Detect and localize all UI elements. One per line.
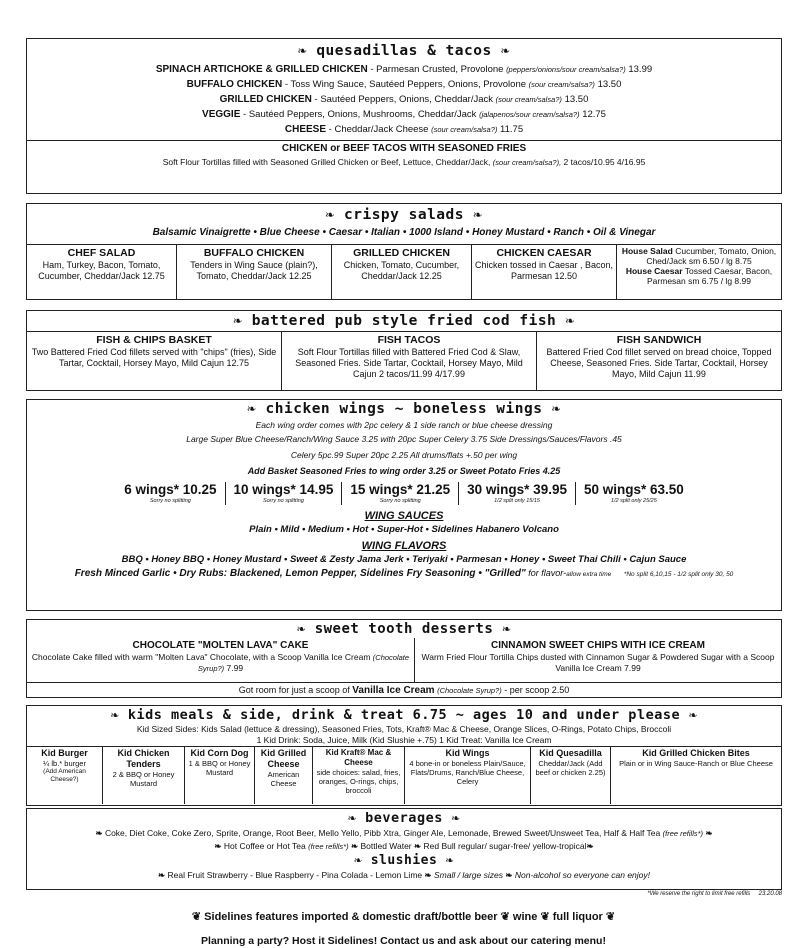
salad-item: CHEF SALAD Ham, Turkey, Bacon, Tomato, Cucumber, Cheddar/Jack 12.75 <box>27 245 177 299</box>
ornament-icon: ❧ <box>586 841 594 851</box>
ornament-icon: ❧ <box>424 870 432 880</box>
fish-grid <box>27 331 781 390</box>
menu-item: SPINACH ARTICHOKE & GRILLED CHICKEN - Parmesan Crusted, Provolone (peppers/onions/sour cream/salsa?) 13.99 <box>155 64 653 75</box>
ornament-icon: ❦ <box>540 911 550 923</box>
kids-grid <box>27 746 781 804</box>
ornament-icon: ❦ <box>500 911 510 923</box>
desserts-section <box>26 619 782 698</box>
ornament-icon: ❧ <box>325 207 335 223</box>
ornament-icon: ❧ <box>350 841 359 851</box>
ornament-icon: ❧ <box>214 841 222 851</box>
kid-item: Kid Grilled Cheese American Cheese <box>255 747 313 804</box>
quesadillas-title: quesadillas & tacos <box>316 43 492 59</box>
salads-section <box>26 203 782 300</box>
wings-info-1: Each wing order comes with 2pc celery & 1 side ranch or blue cheese dressing <box>255 420 553 430</box>
hot-drinks: ❧ Hot Coffee or Hot Tea (free refills*) ❧ Bottled Water ❧ Red Bull regular/ sugar-free/ yellow-tropical❧ <box>214 841 594 851</box>
fish-item: FISH SANDWICH Battered Fried Cod fillet served on bread choice, Topped Cheese, Seasoned Fries. Side Tartar, Cocktail, Horsey Mayo, Mild Cajun 11.99 <box>546 334 772 379</box>
footer-line-2: Planning a party? Host it Sidelines! Contact us and ask about our catering menu! <box>201 935 606 947</box>
ornament-icon: ❧ <box>473 207 483 223</box>
fish-item: FISH & CHIPS BASKET Two Battered Fried Cod fillets served with "chips" (fries), Side Tartar, Cocktail, Horsey Mayo, Mild Cajun 12.75 <box>27 332 282 390</box>
salad-item: CHICKEN CAESAR Chicken tossed in Caesar , Bacon, Parmesan 12.50 <box>472 245 617 299</box>
kid-item: Kid Kraft® Mac & Cheese side choices: salad, fries, oranges, O-rings, chips, broccoli <box>313 747 405 804</box>
dessert-item: CINNAMON SWEET CHIPS WITH ICE CREAM Warm Fried Flour Tortilla Chips dusted with Cinnamon Sugar & Powdered Sugar with a Scoop Vanilla Ice Cream 7.99 <box>421 640 775 673</box>
quesadilla-list <box>27 62 781 137</box>
ornament-icon: ❧ <box>705 828 713 838</box>
ornament-icon: ❧ <box>445 853 454 868</box>
menu-item: GRILLED CHICKEN - Sautéed Peppers, Onions, Cheddar/Jack (sour cream/salsa?) 13.50 <box>219 94 589 105</box>
wing-size: 50 wings* 63.50 1/2 split only 25/25 <box>575 482 692 505</box>
dessert-item: CHOCOLATE "MOLTEN LAVA" CAKE Chocolate Cake filled with warm "Molten Lava" Chocolate, with a Scoop Vanilla Ice Cream (Chocolate Syrup?) 7.99 <box>27 638 415 682</box>
kid-item: Kid Chicken Tenders 2 & BBQ or Honey Mustard <box>103 747 185 804</box>
dressings-list: Balsamic Vinaigrette • Blue Cheese • Caesar • Italian • 1000 Island • Honey Mustard • Ranch • Oil & Vinegar <box>152 227 656 238</box>
wings-info-4: Add Basket Seasoned Fries to wing order 3.25 or Sweet Potato Fries 4.25 <box>247 466 561 476</box>
slushies-title: slushies <box>370 853 438 868</box>
kids-drinks: 1 Kid Drink: Soda, Juice, Milk (Kid Slushie +.75) 1 Kid Treat: Vanilla Ice Cream <box>256 735 552 745</box>
salad-item: GRILLED CHICKEN Chicken, Tomato, Cucumber, Cheddar/Jack 12.25 <box>332 245 472 299</box>
kid-item: Kid Corn Dog 1 & BBQ or Honey Mustard <box>185 747 255 804</box>
wing-size: 6 wings* 10.25 Sorry no splitting <box>124 482 217 504</box>
slushies-header <box>27 853 781 869</box>
ornament-icon: ❧ <box>688 707 698 723</box>
wing-sizes <box>27 482 781 505</box>
kids-title: kids meals & side, drink & treat 6.75 ~ ages 10 and under please <box>127 707 681 723</box>
kids-sides: Kid Sized Sides: Kids Salad (lettuce & dressing), Seasoned Fries, Tots, Kraft® Mac & Cheese, Orange Slices, O-Rings, Potato Chips, Broccoli <box>136 724 672 734</box>
ornament-icon: ❧ <box>502 621 512 637</box>
kids-section <box>26 705 782 806</box>
fish-item: FISH TACOS Soft Flour Tortillas filled with Battered Fried Cod & Slaw, Seasoned Fries. Side Tartar, Cocktail, Horsey Mayo, Mild Cajun 2 tacos/11.99 4/17.99 <box>282 332 537 390</box>
ornament-icon: ❧ <box>551 401 561 417</box>
wing-sauces-list: Plain • Mild • Medium • Hot • Super-Hot • Sidelines Habanero Volcano <box>249 524 559 535</box>
wings-info-3: Celery 5pc.99 Super 20pc 2.25 All drums/flats +.50 per wing <box>290 450 518 460</box>
slushies-list: ❧ Real Fruit Strawberry - Blue Raspberry - Pina Colada - Lemon Lime ❧ Small / large sizes ❧ Non-alcohol so everyone can enjoy! <box>158 870 650 880</box>
scoop-line: Got room for just a scoop of Vanilla Ice Cream (Chocolate Syrup?) - per scoop 2.50 <box>27 682 781 698</box>
wings-section <box>26 399 782 611</box>
wing-size: 10 wings* 14.95 Sorry no splitting <box>225 482 342 505</box>
ornament-icon: ❧ <box>158 870 166 880</box>
wings-info-2: Large Super Blue Cheese/Ranch/Wing Sauce 3.25 with 20pc Super Celery 3.75 Side Dressings/Sauces/Flavors .45 <box>186 434 622 444</box>
quesadillas-section <box>26 38 782 194</box>
kid-item: Kid Wings 4 bone-in or boneless Plain/Sauce, Flats/Drums, Ranch/Blue Cheese, Celery <box>405 747 531 804</box>
wing-sauces-title: WING SAUCES <box>364 510 444 522</box>
salads-title: crispy salads <box>344 207 464 223</box>
kid-item: Kid Grilled Chicken Bites Plain or in Wing Sauce-Ranch or Blue Cheese <box>619 748 773 768</box>
fish-section <box>26 310 782 391</box>
wing-flavors-list-1: BBQ • Honey BBQ • Honey Mustard • Sweet & Zesty Jama Jerk • Teriyaki • Parmesan • Honey • Sweet Thai Chili • Cajun Sauce <box>121 554 687 565</box>
ornament-icon: ❦ <box>191 911 202 923</box>
beverages-section <box>26 808 782 890</box>
house-salads: House Salad Cucumber, Tomato, Onion, Ched/Jack sm 6.50 / lg 8.75 House Caesar Tossed Caesar, Bacon, Parmesan sm 6.75 / lg 8.99 <box>621 246 777 286</box>
salad-item: BUFFALO CHICKEN Tenders in Wing Sauce (plain?), Tomato, Cheddar/Jack 12.25 <box>177 245 332 299</box>
beverages-header <box>27 809 781 827</box>
wing-flavors-list-2: Fresh Minced Garlic • Dry Rubs: Blackened, Lemon Pepper, Sidelines Fry Seasoning • "Grilled" for flavor-allow extra time *No split 6,10,15 - 1/2 split only 30, 50 <box>74 568 734 579</box>
tacos-desc: Soft Flour Tortillas filled with Seasoned Grilled Chicken or Beef, Lettuce, Cheddar/Jack, (sour cream/salsa?), 2 tacos/10.95 4/16.95 <box>162 157 646 167</box>
wings-title: chicken wings ~ boneless wings <box>265 401 543 417</box>
kids-header <box>27 706 781 724</box>
ornament-icon: ❧ <box>505 870 513 880</box>
kid-item: Kid Quesadilla Cheddar/Jack (Add beef or chicken 2.25) <box>531 747 611 804</box>
menu-item: CHEESE - Cheddar/Jack Cheese (sour cream/salsa?) 11.75 <box>284 124 524 135</box>
ornament-icon: ❧ <box>297 43 308 59</box>
menu-item: BUFFALO CHICKEN - Toss Wing Sauce, Sautéed Peppers, Onions, Provolone (sour cream/salsa?) 13.50 <box>186 79 622 90</box>
fish-title: battered pub style fried cod fish <box>251 313 557 329</box>
ornament-icon: ❧ <box>296 621 306 637</box>
beverages-title: beverages <box>365 810 443 826</box>
ornament-icon: ❧ <box>247 401 257 417</box>
wing-size: 30 wings* 39.95 1/2 split only 15/15 <box>458 482 575 505</box>
footer-line-1: ❦ Sidelines features imported & domestic draft/bottle beer ❦ wine ❦ full liquor ❦ <box>191 911 616 923</box>
ornament-icon: ❧ <box>451 810 461 826</box>
kid-item: Kid Burger ¼ lb.* burger (Add American Cheese?) <box>27 747 103 804</box>
salads-header <box>27 205 781 225</box>
ornament-icon: ❧ <box>347 810 357 826</box>
desserts-grid <box>27 638 781 682</box>
wings-header <box>27 400 781 419</box>
ornament-icon: ❧ <box>110 707 120 723</box>
menu-item: VEGGIE - Sautéed Peppers, Onions, Mushrooms, Cheddar/Jack (jalapenos/sour cream/salsa?) 12.75 <box>202 109 606 120</box>
wing-size: 15 wings* 21.25 Sorry no splitting <box>341 482 458 505</box>
tacos-title: CHICKEN or BEEF TACOS WITH SEASONED FRIES <box>281 143 527 154</box>
refill-note: *We reserve the right to limit free refills 23.20.08 <box>647 891 782 897</box>
ornament-icon: ❧ <box>414 841 422 851</box>
ornament-icon: ❧ <box>233 313 243 329</box>
ornament-icon: ❧ <box>354 853 363 868</box>
quesadillas-header <box>27 40 781 62</box>
desserts-header <box>27 620 781 638</box>
salads-grid <box>27 244 781 299</box>
ornament-icon: ❧ <box>500 43 511 59</box>
ornament-icon: ❦ <box>605 911 616 923</box>
ornament-icon: ❧ <box>565 313 575 329</box>
ornament-icon: ❧ <box>95 828 103 838</box>
fish-header <box>27 311 781 331</box>
wing-flavors-title: WING FLAVORS <box>361 540 447 552</box>
desserts-title: sweet tooth desserts <box>314 621 494 637</box>
beverages-list: ❧ Coke, Diet Coke, Coke Zero, Sprite, Orange, Root Beer, Mello Yello, Pibb Xtra, Ginger Ale, Lemonade, Brewed Sweet/Unsweet Tea, Half & Half Tea (free refills*) ❧ <box>95 828 713 838</box>
